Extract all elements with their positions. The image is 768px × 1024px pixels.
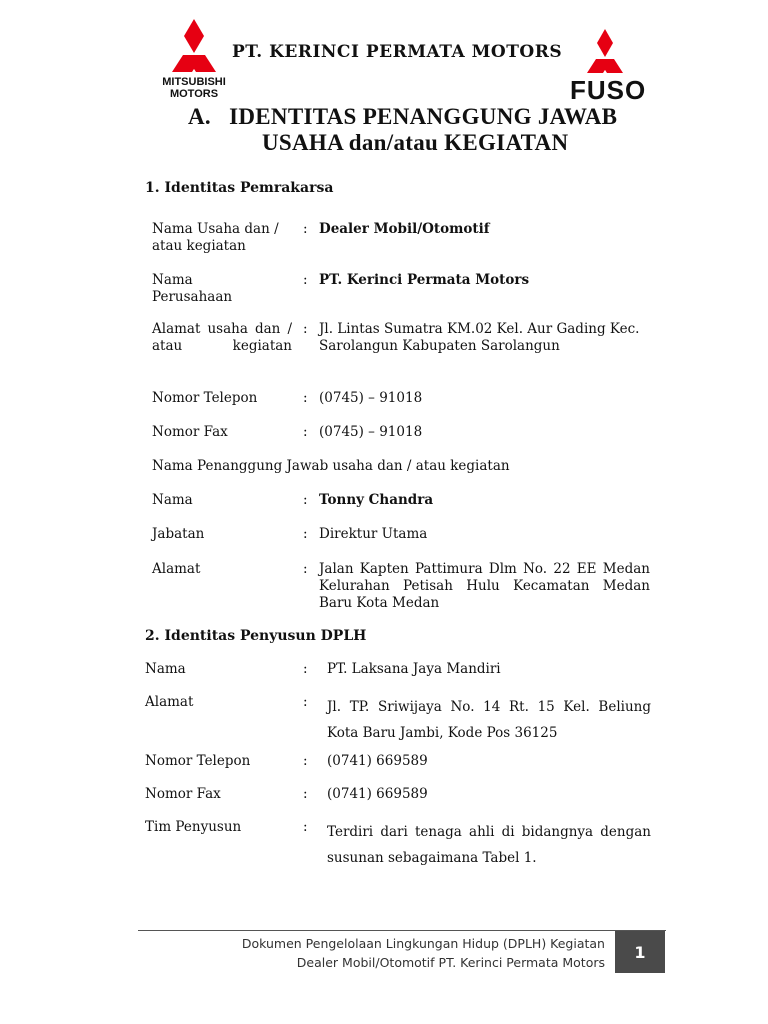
colon: : [303, 694, 308, 710]
section-heading-2: 2. Identitas Penyusun DPLH [145, 628, 367, 644]
mitsubishi-motors-logo [158, 18, 230, 104]
colon: : [303, 526, 308, 542]
value-nama-perusahaan: PT. Kerinci Permata Motors [319, 272, 530, 288]
colon: : [303, 561, 308, 577]
value-tim-penyusun: Terdiri dari tenaga ahli di bidangnya dengan susunan sebagaimana Tabel 1. [327, 824, 651, 866]
value-telepon-penyusun: (0741) 669589 [327, 753, 428, 769]
footer-line-1: Dokumen Pengelolaan Lingkungan Hidup (DPLH) Kegiatan [241, 936, 605, 951]
value-nomor-fax: (0745) – 91018 [319, 424, 423, 440]
mitsubishi-logo-line1: MITSUBISHI [162, 76, 226, 88]
label-nomor-fax: Nomor Fax [152, 424, 228, 440]
label-tim-penyusun: Tim Penyusun [145, 819, 242, 835]
fuso-logo-text: FUSO [570, 75, 647, 105]
value-nama-usaha: Dealer Mobil/Otomotif [319, 221, 490, 237]
three-diamonds-icon [158, 18, 230, 72]
colon: : [303, 321, 308, 337]
label-nama-pj: Nama [152, 492, 193, 508]
colon: : [303, 661, 308, 677]
colon: : [303, 272, 308, 288]
page-title-line2: USAHA dan/atau KEGIATAN [262, 130, 569, 155]
value-fax-penyusun: (0741) 669589 [327, 786, 428, 802]
value-alamat-penyusun: Jl. TP. Sriwijaya No. 14 Rt. 15 Kel. Beliung Kota Baru Jambi, Kode Pos 36125 [327, 699, 651, 741]
value-jabatan: Direktur Utama [319, 526, 428, 542]
company-name: PT. KERINCI PERMATA MOTORS [232, 42, 563, 62]
label-alamat-pj: Alamat [152, 561, 201, 577]
fuso-logo [570, 28, 647, 108]
page-number: 1 [615, 931, 665, 973]
colon: : [303, 492, 308, 508]
label-nomor-telepon: Nomor Telepon [152, 390, 258, 406]
value-nama-penyusun: PT. Laksana Jaya Mandiri [327, 661, 501, 677]
value-nomor-telepon: (0745) – 91018 [319, 390, 423, 406]
three-diamonds-icon [575, 28, 635, 74]
penanggung-jawab-heading: Nama Penanggung Jawab usaha dan / atau kegiatan [152, 458, 510, 474]
mitsubishi-logo-line2: MOTORS [169, 88, 219, 100]
label-alamat-penyusun: Alamat [145, 694, 194, 710]
label-nama-penyusun: Nama [145, 661, 186, 677]
section-heading-1: 1. Identitas Pemrakarsa [145, 180, 334, 196]
colon: : [303, 753, 308, 769]
colon: : [303, 424, 308, 440]
footer-divider [138, 930, 666, 931]
colon: : [303, 819, 308, 835]
label-nama-usaha: Nama Usaha dan / atau kegiatan [152, 221, 279, 254]
label-fax-penyusun: Nomor Fax [145, 786, 221, 802]
footer-text [242, 934, 605, 972]
label-nama-perusahaan: Nama Perusahaan [152, 272, 233, 305]
page-title-line1: A. IDENTITAS PENANGGUNG JAWAB [188, 104, 618, 129]
label-alamat-usaha: Alamat usaha dan / atau kegiatan [152, 321, 292, 354]
footer-line-2: Dealer Mobil/Otomotif PT. Kerinci Permata Motors [296, 955, 605, 970]
label-jabatan: Jabatan [152, 526, 205, 542]
value-alamat-usaha: Jl. Lintas Sumatra KM.02 Kel. Aur Gading Kec. Sarolangun Kabupaten Sarolangun [319, 321, 640, 354]
value-alamat-pj: Jalan Kapten Pattimura Dlm No. 22 EE Medan Kelurahan Petisah Hulu Kecamatan Medan Baru Kota Medan [319, 561, 650, 611]
colon: : [303, 221, 308, 237]
colon: : [303, 390, 308, 406]
label-telepon-penyusun: Nomor Telepon [145, 753, 251, 769]
colon: : [303, 786, 308, 802]
value-nama-pj: Tonny Chandra [319, 492, 434, 508]
